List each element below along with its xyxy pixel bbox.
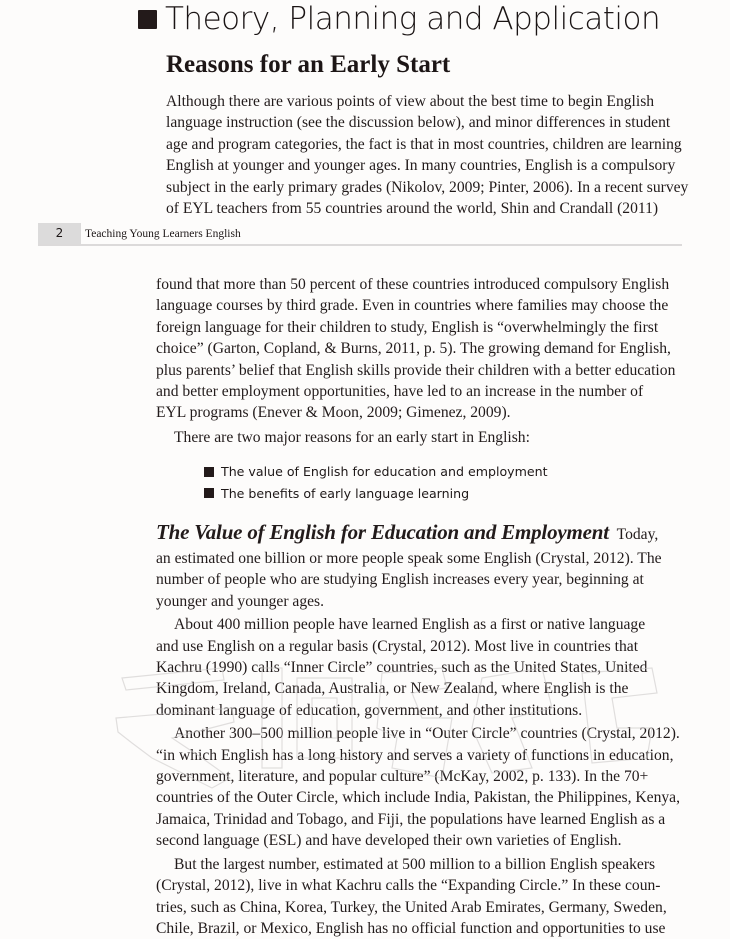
text-line: Jamaica, Trinidad and Tobago, and Fiji, the populations have learned English as a bbox=[156, 810, 666, 828]
text-line: found that more than 50 percent of these countries introduced compulsory English bbox=[156, 276, 670, 293]
subsection-heading-line bbox=[156, 519, 676, 548]
list-item-text: The benefits of early language learning bbox=[221, 485, 470, 501]
text-line: English at younger and younger ages. In many countries, English is a compulsory bbox=[166, 157, 676, 175]
text-line: of EYL teachers from 55 countries around the world, Shin and Crandall (2011) bbox=[166, 200, 659, 218]
continuation-paragraph bbox=[156, 274, 676, 448]
square-bullet-icon bbox=[138, 10, 157, 29]
text-line: But the largest number, estimated at 500 million to a billion English speakers bbox=[174, 855, 656, 873]
text-line: countries of the Outer Circle, which include India, Pakistan, the Philippines, Kenya, bbox=[156, 789, 680, 807]
text-line: plus parents’ belief that English skills provide their children with a better education bbox=[156, 361, 676, 379]
text-line: Another 300–500 million people live in “Outer Circle” countries (Crystal, 2012). bbox=[174, 725, 680, 743]
top-paragraph bbox=[166, 91, 689, 219]
text-line: tries, such as China, Korea, Turkey, the United Arab Emirates, Germany, Sweden, bbox=[156, 898, 667, 916]
square-bullet-icon bbox=[204, 467, 214, 477]
section-title: Reasons for an Early Start bbox=[166, 51, 451, 78]
text-line: subject in the early primary grades (Nikolov, 2009; Pinter, 2006). In a recent survey bbox=[166, 178, 689, 196]
text-run: Today, bbox=[616, 526, 659, 543]
text-line: language courses by third grade. Even in countries where families may choose the bbox=[156, 297, 669, 315]
text-line: and use English on a regular basis (Crystal, 2012). Most live in countries that bbox=[156, 637, 639, 655]
text-line: dominant language of education, government, and other institutions. bbox=[156, 701, 583, 719]
intro-line: There are two major reasons for an early start in English: bbox=[174, 428, 530, 446]
chapter-title-text: Theory, Planning and Application bbox=[165, 1, 661, 37]
text-line: Although there are various points of view about the best time to begin English bbox=[166, 93, 655, 110]
text-line: second language (ESL) and have developed their own varieties of English. bbox=[156, 832, 622, 850]
text-line: (Crystal, 2012), live in what Kachru calls the “Expanding Circle.” In these coun- bbox=[156, 877, 661, 895]
text-line: and better employment opportunities, have led to an increase in the number of bbox=[156, 383, 644, 401]
page-number: 2 bbox=[38, 223, 81, 244]
running-head: Teaching Young Learners English bbox=[85, 228, 241, 240]
text-line: Chile, Brazil, or Mexico, English has no official function and opportunities to use bbox=[156, 919, 666, 937]
text-line: foreign language for their children to study, English is “overwhelmingly the first bbox=[156, 318, 659, 336]
page-footer bbox=[38, 223, 682, 246]
text-line: About 400 million people have learned English as a first or native language bbox=[174, 616, 646, 634]
list-item bbox=[204, 483, 548, 505]
text-line: younger and younger ages. bbox=[156, 592, 325, 610]
text-line: language instruction (see the discussion below), and minor differences in student bbox=[166, 114, 671, 132]
text-line: Kingdom, Ireland, Canada, Australia, or New Zealand, where English is the bbox=[156, 680, 629, 698]
text-line: an estimated one billion or more people speak some English (Crystal, 2012). The bbox=[156, 550, 662, 567]
chapter-title bbox=[138, 0, 660, 38]
text-line: EYL programs (Enever & Moon, 2009; Gimenez, 2009). bbox=[156, 404, 511, 422]
text-line: number of people who are studying English increases every year, beginning at bbox=[156, 571, 644, 589]
list-item-text: The value of English for education and employment bbox=[221, 464, 548, 480]
reasons-list bbox=[204, 461, 548, 504]
value-section bbox=[156, 519, 680, 939]
square-bullet-icon bbox=[204, 488, 214, 498]
text-line: government, literature, and popular culture” (McKay, 2002, p. 133). In the 70+ bbox=[156, 768, 649, 786]
subsection-title: The Value of English for Education and Employment bbox=[156, 520, 609, 544]
text-line: age and program categories, the fact is that in most countries, children are learning bbox=[166, 135, 682, 153]
list-item bbox=[204, 461, 548, 483]
text-line: “in which English has a long history and serves a variety of functions in education, bbox=[156, 746, 674, 764]
text-line: Kachru (1990) calls “Inner Circle” countries, such as the United States, United bbox=[156, 659, 648, 677]
text-line: choice” (Garton, Copland, & Burns, 2011, p. 5). The growing demand for English, bbox=[156, 340, 671, 358]
